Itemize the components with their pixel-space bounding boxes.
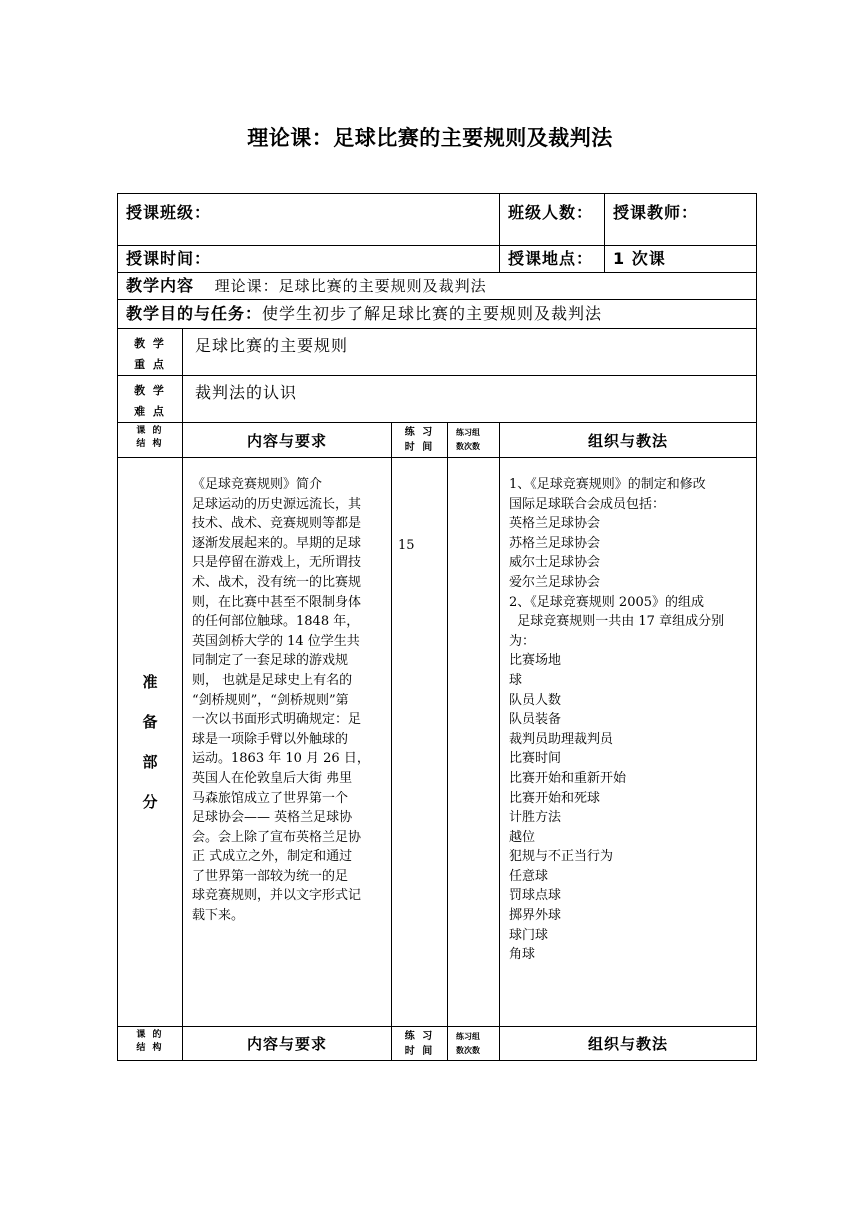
- section-label-char-4: 分: [142, 793, 158, 811]
- structure-head-cell-bottom: [118, 1027, 183, 1061]
- organization-head-cell-bottom: [500, 1027, 757, 1061]
- section-organization-cell: [500, 458, 757, 1027]
- key-point-text-cell: [183, 329, 757, 376]
- key-point-label-top: 教 学: [134, 337, 166, 350]
- preparation-section-row: [118, 458, 757, 1027]
- content-line: 球竞赛规则，并以文字形式记: [192, 888, 362, 904]
- count-cell: [500, 194, 605, 246]
- structure-head-top-bottom: 课 的: [136, 1030, 164, 1040]
- structure-head-top: 课 的: [136, 426, 164, 436]
- structure-head-bottom-bottom: 结 构: [136, 1043, 164, 1053]
- org-line: 队员装备: [509, 712, 562, 728]
- section-content: [183, 458, 391, 926]
- practice-groups-head-top: 练习组: [456, 428, 480, 437]
- header-row-2: [118, 246, 757, 273]
- content-line: 正 式成立之外，制定和通过: [192, 849, 353, 865]
- org-line: 苏格兰足球协会: [509, 535, 601, 551]
- content-text: 理论课：足球比赛的主要规则及裁判法: [214, 277, 487, 295]
- org-line: 比赛开始和重新开始: [509, 770, 627, 786]
- content-line: 的任何部位触球。1848 年，: [192, 614, 360, 630]
- column-header-row-bottom: [118, 1027, 757, 1061]
- practice-time-head-top-bottom: 练 习: [404, 1031, 435, 1042]
- time-label: 授课时间：: [126, 249, 212, 268]
- org-line: 犯规与不正当行为: [509, 849, 614, 865]
- org-line: 爱尔兰足球协会: [509, 574, 601, 590]
- content-line: 足球运动的历史源远流长，其: [192, 496, 362, 512]
- practice-time-cell: [392, 458, 448, 1027]
- difficulty-text-cell: [183, 376, 757, 423]
- key-point-text: 足球比赛的主要规则: [195, 336, 349, 355]
- goal-cell: [118, 300, 757, 329]
- difficulty-label-cell: [118, 376, 183, 423]
- column-header-row: [118, 423, 757, 458]
- org-line: 球: [509, 672, 523, 688]
- organization-head-bottom: 组织与教法: [588, 1035, 669, 1053]
- content-head: 内容与要求: [246, 431, 327, 450]
- org-line: 足球竞赛规则一共由 17 章组成分别: [509, 614, 725, 630]
- section-label-cell: [118, 458, 183, 1027]
- org-line: 计胜方法: [509, 810, 562, 826]
- key-point-label-bottom: 重 点: [134, 358, 166, 371]
- session-cell: [605, 246, 757, 273]
- practice-time-head-bottom: 时 间: [404, 442, 435, 453]
- practice-time-value: 15: [398, 538, 415, 553]
- org-line: 英格兰足球协会: [509, 516, 601, 532]
- content-line: 技术、战术、竞赛规则等都是: [192, 516, 362, 532]
- goal-row: [118, 300, 757, 329]
- teacher-cell: [605, 194, 757, 246]
- content-cell: [118, 273, 757, 300]
- content-line: 则，在比赛中甚至不限制身体: [192, 594, 362, 610]
- org-line: 裁判员助理裁判员: [509, 731, 614, 747]
- org-line: 罚球点球: [509, 888, 562, 904]
- content-line: 球是一项除手臂以外触球的: [192, 731, 349, 747]
- org-line: 2、《足球竞赛规则 2005》的组成: [509, 594, 705, 610]
- practice-time-head-cell-bottom: [392, 1027, 448, 1061]
- content-line: 《足球竞赛规则》简介: [192, 477, 323, 492]
- difficulty-label-top: 教 学: [134, 384, 166, 397]
- difficulty-label-bottom: 难 点: [134, 405, 166, 418]
- content-line: 足球协会—— 英格兰足球协: [192, 810, 353, 826]
- practice-groups-head-bottom: 数次数: [456, 442, 480, 451]
- content-line: 一次以书面形式明确规定：足: [192, 712, 362, 728]
- place-label: 授课地点：: [508, 249, 594, 268]
- content-line: 只是停留在游戏上，无所谓技: [192, 555, 362, 571]
- section-label-char-3: 部: [142, 753, 158, 771]
- content-line: 英国剑桥大学的 14 位学生共: [192, 633, 360, 649]
- practice-groups-head-top-bottom: 练习组: [456, 1032, 480, 1041]
- section-label-char-2: 备: [142, 713, 158, 731]
- content-head-bottom: 内容与要求: [246, 1035, 327, 1053]
- organization-head: 组织与教法: [588, 431, 669, 450]
- content-line: 会。会上除了宣布英格兰足协: [192, 829, 362, 845]
- lesson-plan-table: [117, 193, 757, 1061]
- org-line: 越位: [509, 829, 536, 845]
- content-line: “剑桥规则”，“剑桥规则”第: [192, 692, 349, 708]
- org-line: 比赛时间: [509, 751, 562, 767]
- key-point-row: [118, 329, 757, 376]
- class-label: 授课班级：: [126, 203, 212, 222]
- difficulty-text: 裁判法的认识: [195, 383, 298, 402]
- content-line: 同制定了一套足球的游戏规: [192, 653, 349, 669]
- org-line: 比赛开始和死球: [509, 790, 601, 806]
- content-head-cell-bottom: [183, 1027, 392, 1061]
- org-line: 威尔士足球协会: [509, 555, 601, 571]
- content-line: 载下来。: [192, 908, 245, 924]
- practice-groups-cell: [448, 458, 500, 1027]
- content-line: 了世界第一部较为统一的足: [192, 868, 349, 884]
- org-line: 掷界外球: [509, 908, 562, 924]
- org-line: 队员人数: [509, 692, 562, 708]
- difficulty-row: [118, 376, 757, 423]
- content-head-cell: [183, 423, 392, 458]
- practice-time-head-bottom-bottom: 时 间: [404, 1046, 435, 1057]
- practice-groups-head-cell-bottom: [448, 1027, 500, 1061]
- content-line: 马森旅馆成立了世界第一个: [192, 790, 349, 806]
- goal-label: 教学目的与任务：: [126, 304, 263, 323]
- content-line: 运动。1863 年 10 月 26 日，: [192, 751, 370, 767]
- class-cell: [118, 194, 500, 246]
- practice-time-head-cell: [392, 423, 448, 458]
- session-label: 1 次课: [613, 249, 666, 268]
- section-content-cell: [183, 458, 392, 1027]
- goal-text: 使学生初步了解足球比赛的主要规则及裁判法: [262, 304, 603, 323]
- org-line: 球门球: [509, 927, 549, 943]
- time-cell: [118, 246, 500, 273]
- org-line: 比赛场地: [509, 653, 562, 669]
- structure-head-cell: [118, 423, 183, 458]
- place-cell: [500, 246, 605, 273]
- organization-head-cell: [500, 423, 757, 458]
- org-line: 国际足球联合会成员包括：: [509, 496, 666, 512]
- practice-groups-head-bottom-bottom: 数次数: [456, 1046, 480, 1055]
- section-organization: [500, 458, 756, 965]
- org-line: 角球: [509, 947, 536, 963]
- structure-head-bottom: 结 构: [136, 439, 164, 449]
- content-line: 英国人在伦敦皇后大街 弗里: [192, 770, 353, 786]
- org-line: 1、《足球竞赛规则》的制定和修改: [509, 477, 706, 492]
- page-title: 理论课：足球比赛的主要规则及裁判法: [247, 126, 613, 150]
- teacher-label: 授课教师：: [613, 203, 699, 222]
- org-line: 为：: [509, 633, 536, 649]
- section-label-char-1: 准: [142, 673, 158, 691]
- practice-groups-head-cell: [448, 423, 500, 458]
- count-label: 班级人数：: [508, 203, 594, 222]
- practice-time-head-top: 练 习: [404, 427, 435, 438]
- content-line: 逐渐发展起来的。早期的足球: [192, 535, 362, 551]
- content-line: 术、战术，没有统一的比赛规: [192, 574, 362, 590]
- header-row-1: [118, 194, 757, 246]
- content-label: 教学内容: [126, 276, 195, 295]
- content-row: [118, 273, 757, 300]
- org-line: 任意球: [509, 868, 549, 884]
- key-point-label-cell: [118, 329, 183, 376]
- content-line: 则， 也就是足球史上有名的: [192, 672, 353, 688]
